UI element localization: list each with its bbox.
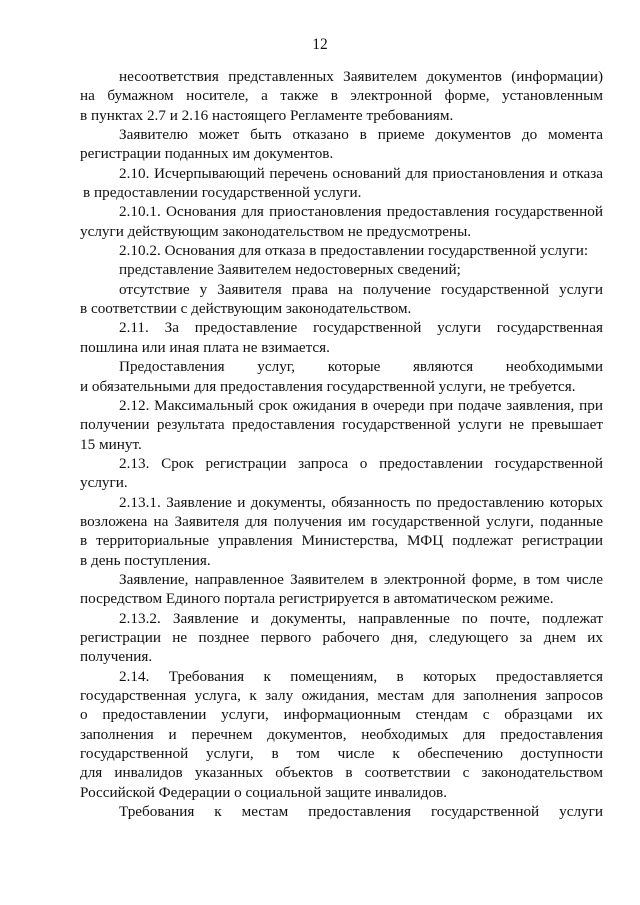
text-line: Предоставления услуг, которые являются необходимыми (119, 358, 603, 376)
text-line: в пунктах 2.7 и 2.16 настоящего Регламенте требованиям. (80, 106, 454, 124)
text-line: получения. (80, 648, 153, 666)
text-line: в день поступления. (80, 551, 211, 569)
text-line: 2.10. Исчерпывающий перечень оснований для приостановления и отказа (119, 164, 603, 182)
text-line: на бумажном носителе, а также в электронной форме, установленным (80, 87, 603, 105)
text-line: посредством Единого портала регистрируется в автоматическом режиме. (80, 590, 554, 608)
text-line: 2.13.2. Заявление и документы, направленные по почте, подлежат (119, 609, 603, 627)
text-line: государственная услуга, к залу ожидания, местам для заполнения запросов (80, 687, 603, 704)
text-line: и обязательными для предоставления государственной услуги, не требуется. (80, 377, 576, 395)
text-line: Заявителю может быть отказано в приеме документов до момента (119, 126, 603, 144)
text-line: услуги. (80, 474, 128, 492)
text-line: заполнения и перечнем документов, необходимых для предоставления (80, 725, 603, 743)
text-line: 2.12. Максимальный срок ожидания в очереди при подаче заявления, при (119, 396, 603, 414)
page-number: 12 (312, 36, 328, 53)
text-line: представление Заявителем недостоверных сведений; (119, 261, 461, 279)
document-body (80, 67, 603, 821)
text-line: регистрации поданных им документов. (80, 145, 334, 163)
text-line: 2.13.1. Заявление и документы, обязанность по предоставлению которых (119, 493, 603, 511)
text-line: 2.10.1. Основания для приостановления предоставления государственной (119, 203, 603, 221)
text-line: несоответствия представленных Заявителем документов (информации) (119, 68, 603, 85)
text-line: получении результата предоставления государственной услуги не превышает (80, 416, 603, 434)
text-line: 2.10.2. Основания для отказа в предоставлении государственной услуги: (119, 242, 589, 260)
text-line: пошлина или иная плата не взимается. (80, 338, 330, 356)
text-line: возложена на Заявителя для получения им государственной услуги, поданные (80, 512, 603, 530)
text-line: для инвалидов указанных объектов в соответствии с законодательством (80, 764, 603, 782)
text-line: 2.13. Срок регистрации запроса о предоставлении государственной (119, 454, 603, 472)
text-line: отсутствие у Заявителя права на получение государственной услуги (119, 280, 603, 298)
text-line: государственной услуги, в том числе к обеспечению доступности (80, 745, 603, 763)
text-line: регистрации не позднее первого рабочего дня, следующего за днем их (80, 628, 603, 646)
text-line: 15 минут. (80, 435, 142, 453)
text-line: Российской Федерации о социальной защите инвалидов. (80, 783, 448, 801)
text-line: Требования к местам предоставления государственной услуги (119, 803, 603, 821)
text-line: в территориальные управления Министерства, МФЦ подлежат регистрации (80, 532, 603, 550)
text-line: 2.14. Требования к помещениям, в которых предоставляется (119, 667, 603, 685)
text-line: в соответствии с действующим законодательством. (80, 300, 412, 318)
text-line: Заявление, направленное Заявителем в электронной форме, в том числе (119, 570, 603, 588)
text-line: услуги действующим законодательством не предусмотрены. (80, 222, 472, 240)
text-line: 2.11. За предоставление государственной услуги государственная (119, 319, 603, 337)
text-line: в предоставлении государственной услуги. (83, 184, 362, 202)
text-line: о предоставлении услуги, информационным стендам с образцами их (80, 706, 603, 724)
